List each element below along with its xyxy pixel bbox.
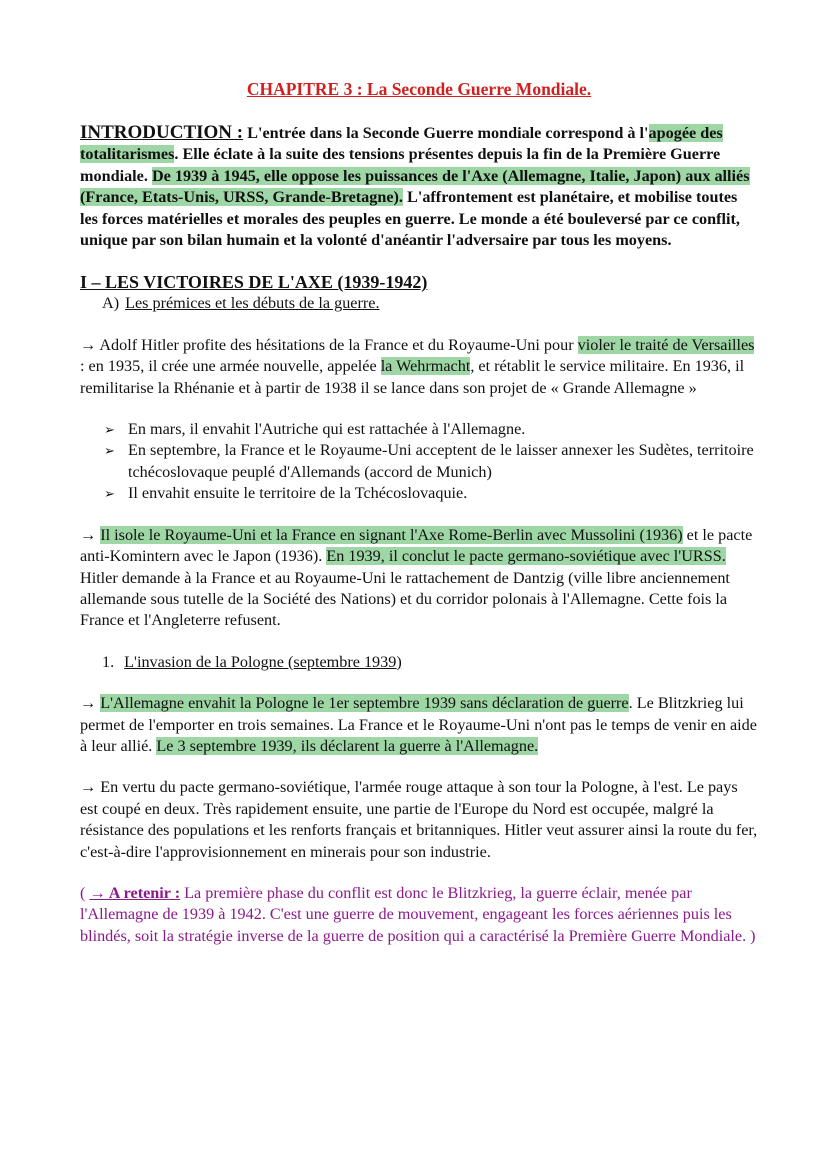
subsection-heading — [102, 293, 758, 314]
paragraph-poland-invasion — [80, 693, 758, 757]
introduction-paragraph — [80, 122, 758, 251]
list-item — [104, 419, 758, 440]
intro-highlight: apogée des totalitarismes — [80, 124, 723, 164]
takeaway-label: → A retenir : — [89, 883, 181, 902]
arrow-bullet-icon: ➢ — [104, 422, 115, 438]
list-item — [104, 483, 758, 504]
takeaway-text: La première phase du conflit est donc le Blitzkrieg, la guerre éclair, menée par l'Allemagne de 1939 à 1942. C'est une guerre de mouvement, engageant les forces aériennes puis les blindés, soit la stratégie inverse de la guerre de position qui a caractérisé la Première Guerre Mondiale. ) — [80, 883, 756, 945]
subheading-title: L'invasion de la Pologne (septembre 1939) — [124, 652, 402, 671]
paragraph-text: , et rétablit le service militaire. En 1936, il remilitarise la Rhénanie et à partir de 1938 il se lance dans son projet de « Grande Allemagne » — [80, 357, 745, 397]
highlight: Le 3 septembre 1939, ils déclarent la guerre à l'Allemagne. — [156, 736, 539, 755]
subheading-number: 1. — [102, 652, 115, 671]
list-item-text: En mars, il envahit l'Autriche qui est rattachée à l'Allemagne. — [128, 420, 526, 439]
bullet-list — [80, 419, 758, 505]
subsection-letter: A) — [102, 294, 120, 313]
introduction-label: INTRODUCTION : — [80, 122, 244, 143]
intro-text: L'affrontement est planétaire, et mobilise toutes les forces matérielles et morales des peuples en guerre. Le monde a été bouleversé par ce conflit, unique par son bilan humain et la volonté d'anéantir l'adversaire par tous les moyens. — [80, 188, 740, 250]
paragraph-versailles — [80, 335, 758, 399]
intro-text: . Elle éclate à la suite des tensions présentes depuis la fin de la Première Guerre mondiale. — [80, 145, 721, 185]
paragraph-text: et le pacte anti-Komintern avec le Japon (1936). — [80, 525, 753, 566]
chapter-title: CHAPITRE 3 : La Seconde Guerre Mondiale. — [246, 79, 592, 99]
highlight: En 1939, il conclut le pacte germano-soviétique avec l'URSS. — [326, 547, 726, 566]
paren-open: ( — [80, 883, 90, 902]
numbered-subheading — [102, 652, 758, 673]
intro-highlight: De 1939 à 1945, elle oppose les puissances de l'Axe (Allemagne, Italie, Japon) aux alliés (France, Etats-Unis, URSS, Grande-Bretagne). — [80, 166, 750, 207]
paragraph-soviet-attack: → En vertu du pacte germano-soviétique, l'armée rouge attaque à son tour la Pologne, à l'est. Le pays est coupé en deux. Très rapidement ensuite, une partie de l'Europe du Nord est occupée, malgré la résistance des populations et les renforts français et britanniques. Hitler veut assurer ainsi la route du fer, c'est-à-dire l'approvisionnement en minerais pour son industrie. — [80, 778, 758, 861]
paragraph-alliances — [80, 525, 758, 632]
highlight: Il isole le Royaume-Uni et la France en signant l'Axe Rome-Berlin avec Mussolini (1936) — [100, 525, 683, 544]
paragraph-text: → — [80, 525, 101, 544]
arrow-bullet-icon: ➢ — [104, 486, 115, 502]
paragraph-text: . Le Blitzkrieg lui permet de l'emporter en trois semaines. La France et le Royaume-Uni n'ont pas le temps de venir en aide à leur allié. — [80, 694, 757, 755]
arrow-bullet-icon: ➢ — [104, 443, 115, 459]
highlight: L'Allemagne envahit la Pologne le 1er septembre 1939 sans déclaration de guerre — [100, 694, 629, 713]
highlight: la Wehrmacht — [380, 357, 471, 376]
paragraph-text: Hitler demande à la France et au Royaume-Uni le rattachement de Dantzig (ville libre anciennement allemande sous tutelle de la Société des Nations) et du corridor polonais à l'Allemagne. Cette fois la France et l'Angleterre refusent. — [80, 568, 730, 630]
subsection-title: Les prémices et les débuts de la guerre. — [125, 294, 380, 313]
list-item — [104, 440, 758, 483]
list-item-text: Il envahit ensuite le territoire de la Tchécoslovaquie. — [128, 484, 468, 503]
highlight: violer le traité de Versailles — [577, 335, 755, 354]
intro-text: L'entrée dans la Seconde Guerre mondiale correspond à l' — [243, 124, 649, 142]
list-item-text: En septembre, la France et le Royaume-Uni acceptent de le laisser annexer les Sudètes, territoire tchécoslovaque peuplé d'Allemands (accord de Munich) — [128, 441, 754, 481]
paragraph-text: → Adolf Hitler profite des hésitations de la France et du Royaume-Uni pour — [80, 335, 578, 354]
paragraph-text: → — [80, 694, 101, 713]
section-heading: I – LES VICTOIRES DE L'AXE (1939-1942) — [80, 272, 428, 293]
key-takeaway — [80, 883, 758, 947]
paragraph-text: : en 1935, il crée une armée nouvelle, appelée — [80, 357, 381, 376]
